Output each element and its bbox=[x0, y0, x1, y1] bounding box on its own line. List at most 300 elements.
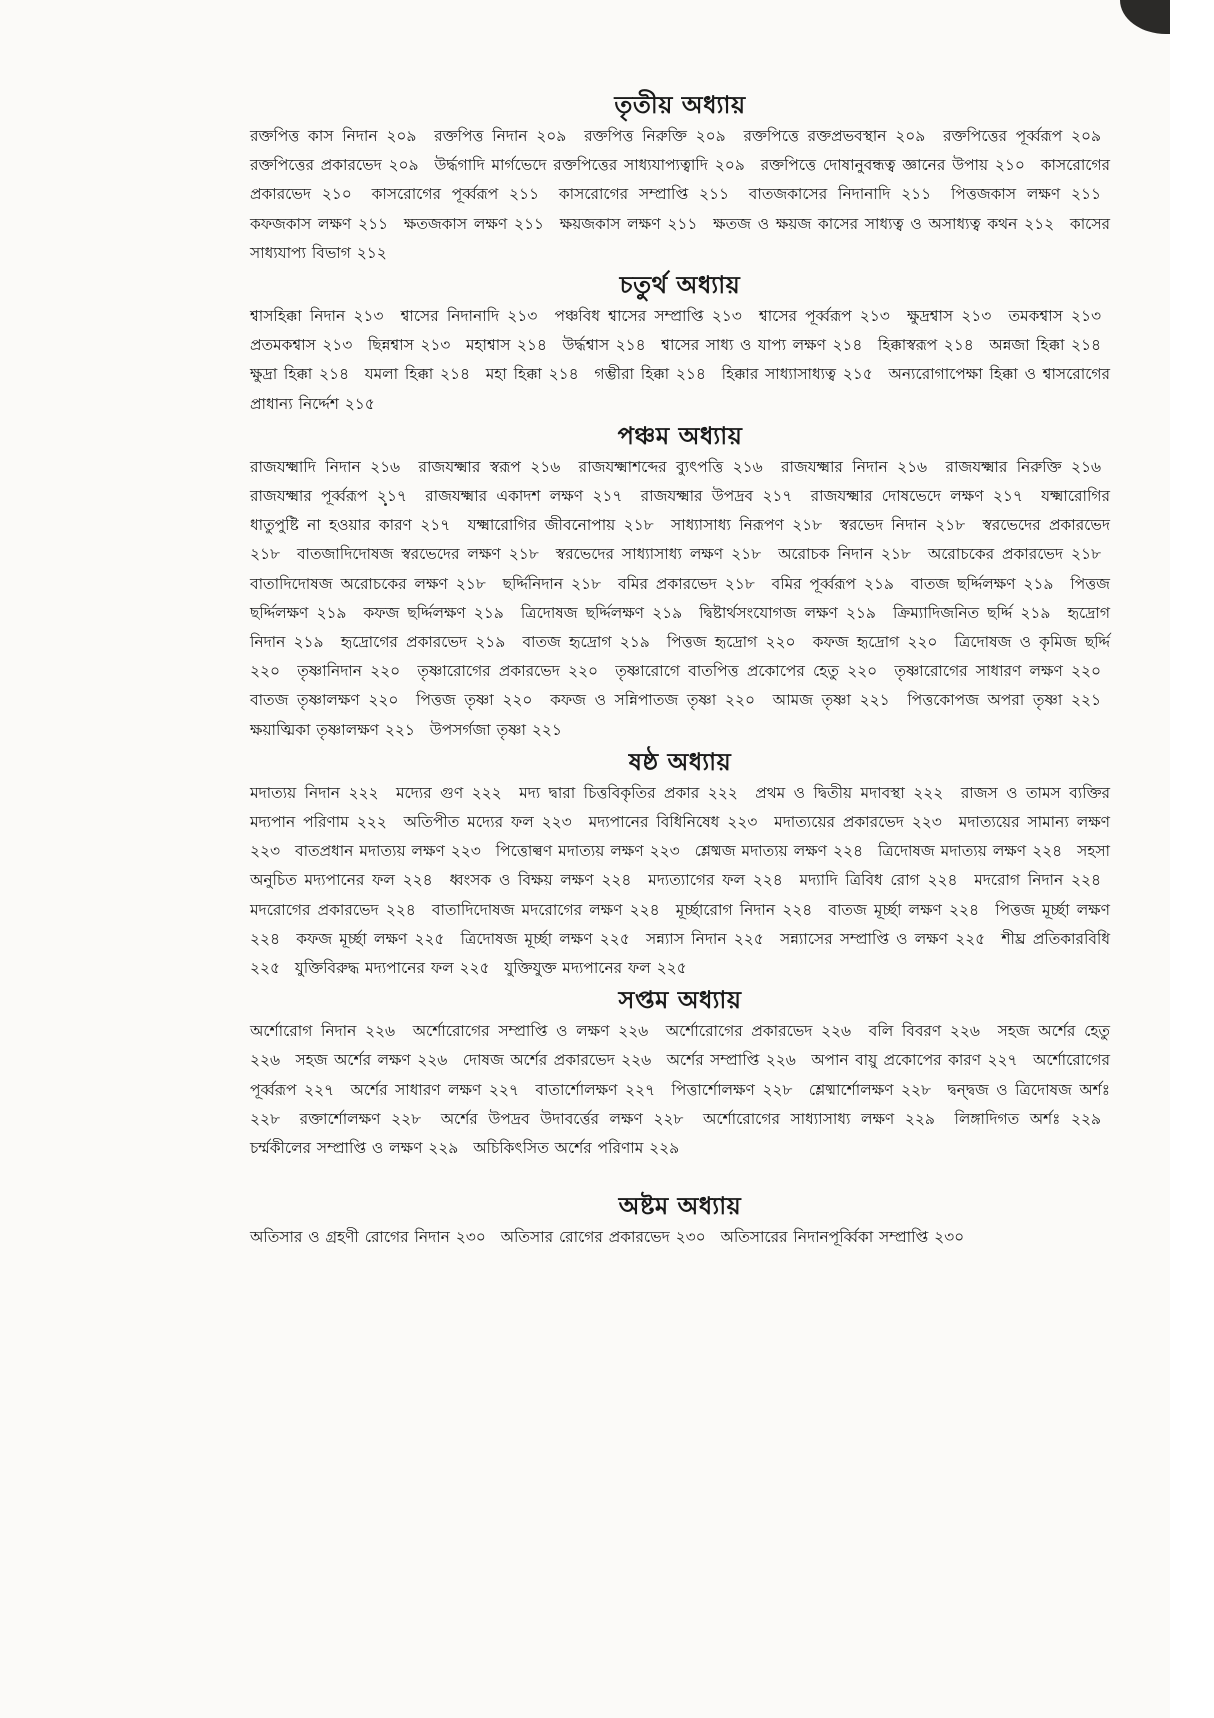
toc-entry bbox=[434, 127, 575, 145]
toc-entry bbox=[473, 1139, 688, 1157]
entry-title: ত্রিদোষজ ছর্দ্দিলক্ষণ bbox=[520, 603, 653, 622]
entry-title: শ্বাসের নিদানাদি bbox=[400, 307, 508, 326]
toc-entry bbox=[811, 487, 1032, 505]
toc-entry bbox=[468, 516, 663, 534]
toc-entry bbox=[721, 1228, 974, 1246]
entry-page-number: ২২০ bbox=[907, 633, 938, 652]
chapter-6 bbox=[250, 745, 1110, 983]
toc-entry bbox=[250, 721, 424, 739]
entry-title: বমির প্রকারভেদ bbox=[617, 574, 725, 593]
toc-entry bbox=[368, 336, 459, 354]
entry-title: তৃষ্ণানিদান bbox=[297, 662, 371, 681]
entry-page-number: ২১৮ bbox=[935, 516, 966, 535]
entry-page-number: ২৩০ bbox=[455, 1228, 486, 1247]
toc-entry bbox=[250, 215, 397, 233]
entry-title: ধ্বংসক ও বিক্ষয় লক্ষণ bbox=[449, 871, 602, 890]
entry-page-number: ২২১ bbox=[531, 720, 562, 739]
toc-entry bbox=[417, 662, 607, 680]
entry-page-number: ২১৩ bbox=[961, 307, 992, 326]
entry-title: শ্লেষ্মার্শোলক্ষণ bbox=[808, 1080, 901, 1099]
entry-title: ক্রিম্যাদিজনিত ছর্দ্দি bbox=[892, 603, 1021, 622]
entry-title: মদাত্যয়ের সামান্য লক্ষণ bbox=[958, 813, 1110, 832]
toc-entry bbox=[250, 1022, 404, 1040]
toc-entry bbox=[584, 127, 735, 145]
entry-page-number: ২২৩ bbox=[911, 813, 942, 832]
entry-title: উর্দ্ধশ্বাস bbox=[562, 336, 616, 355]
toc-entry bbox=[839, 516, 974, 534]
toc-entry bbox=[560, 215, 707, 233]
entry-title: বাতজাদিদোষজ স্বরভেদের লক্ষণ bbox=[296, 545, 509, 564]
entry-title: তৃষ্ণারোগে বাতপিত্ত প্রকোপের হেতু bbox=[615, 662, 848, 681]
entry-title: বাতপ্রধান মদাত্যয় লক্ষণ bbox=[295, 842, 451, 861]
toc-entry bbox=[250, 307, 392, 325]
entry-title: কাসরোগের পূর্ব্বরূপ bbox=[371, 185, 510, 204]
entry-title: তৃষ্ণারোগের সাধারণ লক্ষণ bbox=[894, 662, 1071, 681]
entry-page-number: ২১৬ bbox=[1070, 457, 1101, 476]
toc-entry bbox=[974, 871, 1110, 889]
entry-page-number: ২১৬ bbox=[732, 457, 763, 476]
entry-title: ক্ষয়জকাস লক্ষণ bbox=[559, 214, 668, 233]
entry-page-number: ২১৪ bbox=[319, 365, 349, 384]
entry-page-number: ২২৬ bbox=[621, 1051, 652, 1070]
toc-entry bbox=[372, 185, 548, 203]
toc-entry bbox=[676, 901, 821, 919]
entry-title: গম্ভীরা হিক্কা bbox=[594, 365, 676, 384]
entry-page-number: ২১৯ bbox=[1020, 603, 1051, 622]
entry-page-number: ২২০ bbox=[368, 691, 399, 710]
entry-page-number: ২০৯ bbox=[388, 156, 419, 175]
chapter-7 bbox=[250, 983, 1110, 1163]
toc-entry bbox=[250, 1139, 467, 1157]
entry-title: প্রতমকশ্বাস bbox=[250, 336, 323, 355]
chapter-entries bbox=[250, 1017, 1110, 1163]
entry-title: রাজস ও তামস ব্যক্তির মদ্যপান পরিণাম bbox=[250, 783, 1110, 832]
entry-page-number: ২০৯ bbox=[695, 127, 726, 145]
entry-page-number: ২২৫ bbox=[955, 929, 986, 948]
entry-page-number: ২২৯ bbox=[649, 1139, 680, 1158]
toc-entry bbox=[928, 545, 1110, 563]
entry-title: হৃদ্রোগ নিদান bbox=[250, 603, 1110, 652]
entry-page-number: ২০৯ bbox=[895, 127, 926, 145]
entry-page-number: ২১০ bbox=[321, 185, 352, 204]
entry-page-number: ২২৪ bbox=[752, 871, 783, 890]
toc-entry bbox=[496, 842, 689, 860]
entry-title: স্বরভেদের সাধ্যাসাধ্য লক্ষণ bbox=[555, 545, 732, 564]
entry-title: কাসরোগের সম্প্রাপ্তি bbox=[558, 185, 699, 204]
entry-page-number: ২১১ bbox=[667, 214, 698, 233]
entry-title: স্বরভেদের প্রকারভেদ bbox=[982, 516, 1110, 535]
entry-page-number: ২১৭ bbox=[762, 487, 793, 506]
table-of-contents bbox=[250, 88, 1110, 1253]
entry-title: প্রথম ও দ্বিতীয় মদাবস্থা bbox=[755, 783, 914, 802]
entry-title: ক্ষয়াত্মিকা তৃষ্ণালক্ষণ bbox=[250, 720, 385, 739]
entry-page-number: ২১৯ bbox=[619, 633, 650, 652]
toc-entry bbox=[432, 901, 669, 919]
entry-page-number: ২২৪ bbox=[250, 929, 281, 948]
entry-title: রাজযক্ষ্মার দোষভেদে লক্ষণ bbox=[810, 487, 993, 506]
entry-title: মূর্চ্ছারোগ নিদান bbox=[675, 900, 783, 919]
toc-entry bbox=[579, 458, 772, 476]
entry-title: মদ্যপানের বিধিনিষেধ bbox=[588, 813, 728, 832]
entry-page-number: ২২৫ bbox=[459, 959, 490, 978]
entry-title: ত্রিদোষজ মদাত্যয় লক্ষণ bbox=[877, 842, 1033, 861]
toc-entry bbox=[773, 691, 899, 709]
toc-entry bbox=[535, 1081, 664, 1099]
entry-title: ত্রিদোষজ মূর্চ্ছা লক্ষণ bbox=[460, 929, 600, 948]
entry-page-number: ২১৪ bbox=[615, 336, 646, 355]
entry-page-number: ২২৭ bbox=[987, 1051, 1018, 1070]
entry-page-number: ২১১ bbox=[901, 185, 932, 204]
toc-entry bbox=[755, 784, 952, 802]
toc-entry bbox=[401, 307, 547, 325]
chapter-entries bbox=[250, 1223, 1110, 1252]
entry-title: উর্দ্ধগাদি মার্গভেদে রক্তপিত্তের সাধ্যযাপ্যত্বাদি bbox=[434, 156, 715, 175]
entry-title: যক্ষ্মারোগির জীবনোপায় bbox=[467, 516, 624, 535]
entry-page-number: ২১৯ bbox=[473, 603, 504, 622]
entry-page-number: ২১৪ bbox=[516, 336, 547, 355]
entry-page-number: ২১৩ bbox=[859, 307, 890, 326]
entry-title: রক্তপিত্ত নিদান bbox=[434, 127, 537, 145]
toc-entry bbox=[250, 365, 358, 383]
entry-page-number: ২১১ bbox=[513, 214, 544, 233]
entry-page-number: ২১৯ bbox=[293, 633, 324, 652]
toc-entry bbox=[404, 215, 553, 233]
entry-page-number: ২২৭ bbox=[303, 1080, 334, 1099]
toc-entry bbox=[416, 691, 541, 709]
entry-title: স্বরভেদ নিদান bbox=[839, 516, 936, 535]
toc-entry bbox=[648, 871, 792, 889]
entry-page-number: ২২৩ bbox=[541, 813, 572, 832]
toc-entry bbox=[878, 336, 983, 354]
entry-title: মদরোগের প্রকারভেদ bbox=[250, 900, 386, 919]
entry-page-number: ২১৯ bbox=[316, 603, 347, 622]
entry-page-number: ২২৫ bbox=[414, 929, 445, 948]
entry-page-number: ২১৭ bbox=[376, 487, 407, 506]
entry-page-number: ২৩০ bbox=[934, 1228, 965, 1247]
toc-entry bbox=[562, 336, 654, 354]
entry-title: অর্শের সাধারণ লক্ষণ bbox=[350, 1080, 489, 1099]
entry-page-number: ২২৮ bbox=[901, 1080, 932, 1099]
entry-page-number: ২১৯ bbox=[863, 574, 894, 593]
toc-entry bbox=[250, 487, 416, 505]
entry-title: ছিন্নশ্বাস bbox=[367, 336, 421, 355]
toc-entry bbox=[295, 842, 490, 860]
toc-entry bbox=[296, 930, 453, 948]
entry-title: অর্শের উপদ্রব উদাবর্ত্তের লক্ষণ bbox=[440, 1109, 654, 1128]
toc-entry bbox=[713, 215, 1063, 233]
entry-page-number: ২১৩ bbox=[353, 307, 384, 326]
chapter-title: অষ্টম অধ্যায় bbox=[618, 1192, 742, 1221]
entry-page-number: ২১৪ bbox=[1070, 336, 1101, 355]
entry-title: রক্তপিত্ত কাস নিদান bbox=[250, 127, 387, 145]
page-corner-shadow bbox=[1120, 0, 1170, 34]
entry-page-number: ২২৮ bbox=[653, 1109, 684, 1128]
entry-title: কাসরোগের প্রকারভেদ bbox=[250, 156, 1111, 204]
entry-title: বমির পূর্ব্বরূপ bbox=[771, 574, 864, 593]
entry-page-number: ২২১ bbox=[384, 720, 415, 739]
entry-page-number: ২২৮ bbox=[250, 1109, 281, 1128]
entry-page-number: ২২২ bbox=[707, 783, 738, 802]
entry-title: বাতজ ছর্দ্দিলক্ষণ bbox=[910, 574, 1024, 593]
toc-entry bbox=[297, 545, 548, 563]
chapter-title: চতুর্থ অধ্যায় bbox=[619, 271, 741, 300]
entry-title: হিক্কার সাধ্যাসাধ্যত্ব bbox=[721, 365, 843, 384]
entry-page-number: ২২০ bbox=[250, 662, 281, 681]
entry-page-number: ২২৫ bbox=[733, 929, 764, 948]
entry-title: সাধ্যাসাধ্য নিরূপণ bbox=[670, 516, 793, 535]
entry-title: মদ্যের গুণ bbox=[395, 783, 472, 802]
entry-page-number: ২২০ bbox=[847, 662, 878, 681]
entry-title: রাজযক্ষ্মার নিদান bbox=[781, 457, 898, 476]
toc-entry bbox=[463, 1051, 660, 1069]
entry-title: কফজ হৃদ্রোগ bbox=[812, 633, 908, 652]
entry-title: অন্নজা হিক্কা bbox=[989, 336, 1071, 355]
entry-title: দ্বন্দ্বজ ও ত্রিদোষজ অর্শঃ bbox=[947, 1080, 1110, 1099]
entry-title: বাতজ তৃষ্ণালক্ষণ bbox=[250, 691, 369, 710]
toc-entry bbox=[250, 127, 425, 145]
toc-entry bbox=[878, 842, 1071, 860]
entry-title: শ্বাসের সাধ্য ও যাপ্য লক্ষণ bbox=[661, 336, 833, 355]
toc-entry bbox=[869, 1022, 989, 1040]
toc-entry bbox=[250, 336, 361, 354]
entry-page-number: ২১৯ bbox=[652, 603, 683, 622]
entry-page-number: ২১৮ bbox=[880, 545, 911, 564]
entry-title: রাজযক্ষ্মার পূর্ব্বরূপ bbox=[250, 487, 377, 506]
entry-page-number: ২০৯ bbox=[1070, 127, 1101, 145]
entry-page-number: ২২৪ bbox=[601, 871, 632, 890]
toc-entry bbox=[522, 633, 658, 651]
entry-page-number: ২২০ bbox=[765, 633, 796, 652]
toc-entry bbox=[555, 307, 751, 325]
entry-page-number: ২১৮ bbox=[792, 516, 823, 535]
entry-page-number: ২২৬ bbox=[417, 1051, 448, 1070]
toc-entry bbox=[907, 307, 1000, 325]
entry-title: রাজযক্ষ্মার একাদশ লক্ষণ bbox=[425, 487, 593, 506]
entry-title: হিক্কাস্বরূপ bbox=[877, 336, 944, 355]
entry-page-number: ২২৪ bbox=[1070, 871, 1101, 890]
entry-page-number: ২১৩ bbox=[507, 307, 538, 326]
entry-title: সহজ অর্শের হেতু bbox=[997, 1022, 1110, 1041]
entry-page-number: ২২৪ bbox=[629, 900, 660, 919]
entry-page-number: ২২২ bbox=[348, 783, 379, 802]
entry-title: যুক্তিযুক্ত মদ্যপানের ফল bbox=[504, 959, 657, 978]
toc-entry bbox=[300, 1110, 430, 1128]
toc-entry bbox=[413, 1022, 657, 1040]
toc-entry bbox=[503, 575, 610, 593]
entry-title: রাজযক্ষ্মার নিরুক্তি bbox=[945, 457, 1071, 476]
entry-title: অর্শোরোগের প্রকারভেদ bbox=[665, 1022, 822, 1041]
entry-title: অপান বায়ু প্রকোপের কারণ bbox=[811, 1051, 988, 1070]
entry-page-number: ২৩০ bbox=[675, 1228, 706, 1247]
toc-entry bbox=[667, 633, 805, 651]
chapter-8 bbox=[250, 1189, 1110, 1252]
entry-title: রক্তপিত্তে দোষানুবন্ধত্ব জ্ঞানের উপায় bbox=[760, 156, 995, 175]
toc-entry bbox=[504, 959, 695, 977]
entry-title: অর্শোরোগ নিদান bbox=[250, 1022, 365, 1041]
entry-page-number: ২০৯ bbox=[536, 127, 567, 145]
toc-entry bbox=[519, 784, 747, 802]
entry-title: বাতজকাসের নিদানাদি bbox=[748, 185, 902, 204]
toc-entry bbox=[250, 458, 409, 476]
entry-page-number: ২১৭ bbox=[992, 487, 1023, 506]
toc-entry bbox=[250, 1228, 495, 1246]
entry-title: যুক্তিবিরুদ্ধ মদ্যপানের ফল bbox=[294, 959, 460, 978]
toc-entry bbox=[461, 930, 639, 948]
entry-title: আমজ তৃষ্ণা bbox=[772, 691, 860, 710]
toc-entry bbox=[250, 901, 425, 919]
entry-page-number: ২২৯ bbox=[428, 1139, 459, 1158]
entry-title: হৃদ্রোগের প্রকারভেদ bbox=[340, 633, 476, 652]
toc-entry bbox=[404, 813, 581, 831]
entry-title: সহসা অনুচিত মদ্যপানের ফল bbox=[250, 842, 1110, 890]
entry-title: অরোচক নিদান bbox=[778, 545, 881, 564]
toc-entry bbox=[699, 604, 885, 622]
entry-page-number: ২১৮ bbox=[724, 574, 755, 593]
toc-entry bbox=[954, 1110, 1110, 1128]
entry-title: রক্তার্শোলক্ষণ bbox=[299, 1109, 392, 1128]
entry-title: সন্ন্যাসের সম্প্রাপ্তি ও লক্ষণ bbox=[779, 929, 956, 948]
entry-title: পিত্তকোপজ অপরা তৃষ্ণা bbox=[907, 691, 1071, 710]
toc-entry bbox=[703, 1110, 944, 1128]
toc-entry bbox=[486, 365, 588, 383]
entry-title: কফজকাস লক্ষণ bbox=[250, 214, 359, 233]
toc-entry bbox=[813, 633, 947, 651]
entry-page-number: ২১২ bbox=[356, 243, 387, 262]
entry-page-number: ২২৪ bbox=[1032, 842, 1063, 861]
entry-title: অতিসার ও গ্রহণী রোগের নিদান bbox=[250, 1228, 456, 1247]
entry-title: লিঙ্গাদিগত অর্শঃ bbox=[954, 1109, 1071, 1128]
entry-page-number: ২১৩ bbox=[420, 336, 451, 355]
entry-title: পিত্তোল্বণ মদাত্যয় লক্ষণ bbox=[495, 842, 650, 861]
toc-entry bbox=[430, 721, 571, 739]
entry-page-number: ২২৩ bbox=[727, 813, 758, 832]
entry-page-number: ২২৩ bbox=[649, 842, 680, 861]
toc-entry bbox=[521, 604, 691, 622]
entry-page-number: ২২০ bbox=[502, 691, 533, 710]
toc-entry bbox=[449, 871, 640, 889]
toc-entry bbox=[894, 662, 1110, 680]
toc-entry bbox=[943, 127, 1110, 145]
entry-title: দ্বিষ্টার্থসংযোগজ লক্ষণ bbox=[699, 603, 846, 622]
entry-page-number: ২১৬ bbox=[370, 457, 401, 476]
entry-title: পিত্তজ মূর্চ্ছা লক্ষণ bbox=[995, 900, 1110, 919]
toc-entry bbox=[250, 691, 407, 709]
toc-entry bbox=[946, 458, 1110, 476]
entry-page-number: ২১৮ bbox=[571, 574, 601, 593]
entry-page-number: ২১৮ bbox=[623, 516, 654, 535]
entry-title: সহজ অর্শের লক্ষণ bbox=[295, 1051, 418, 1070]
toc-entry bbox=[749, 185, 940, 203]
entry-title: পিত্তজকাস লক্ষণ bbox=[951, 185, 1071, 204]
entry-title: বাতজ মূর্চ্ছা লক্ষণ bbox=[828, 900, 950, 919]
toc-entry bbox=[743, 127, 934, 145]
entry-page-number: ২২৪ bbox=[385, 900, 416, 919]
entry-title: পিত্তজ ছর্দ্দিলক্ষণ bbox=[250, 574, 1110, 622]
toc-entry bbox=[364, 604, 513, 622]
entry-page-number: ২১১ bbox=[1070, 185, 1101, 204]
toc-entry bbox=[778, 545, 920, 563]
entry-title: শীঘ্র প্রতিকারবিধি bbox=[1001, 929, 1110, 948]
entry-title: অতিপীত মদ্যের ফল bbox=[403, 813, 542, 832]
entry-title: উপসর্গজা তৃষ্ণা bbox=[429, 720, 532, 739]
toc-entry bbox=[667, 1051, 805, 1069]
entry-title: মদ্য দ্বারা চিত্তবিকৃতির প্রকার bbox=[519, 783, 708, 802]
entry-page-number: ২১৮ bbox=[508, 545, 539, 564]
entry-page-number: ২২১ bbox=[1070, 691, 1101, 710]
toc-entry bbox=[419, 458, 570, 476]
entry-page-number: ২২৭ bbox=[624, 1080, 655, 1099]
entry-page-number: ২১৯ bbox=[1023, 574, 1054, 593]
toc-entry bbox=[550, 691, 764, 709]
entry-page-number: ২১৯ bbox=[845, 603, 876, 622]
entry-title: অর্শোরোগের সাধ্যাসাধ্য লক্ষণ bbox=[702, 1109, 905, 1128]
toc-entry bbox=[297, 662, 409, 680]
toc-entry bbox=[828, 901, 988, 919]
entry-title: ক্ষুদ্রা হিক্কা bbox=[250, 365, 319, 384]
entry-page-number: ২১৮ bbox=[455, 574, 486, 593]
entry-title: অতিসারের নিদানপূর্ব্বিকা সম্প্রাপ্তি bbox=[720, 1228, 935, 1247]
entry-page-number: ২১৬ bbox=[897, 457, 928, 476]
entry-page-number: ২১৩ bbox=[711, 307, 742, 326]
entry-title: মদাত্যয় নিদান bbox=[250, 783, 349, 802]
entry-page-number: ২১৮ bbox=[731, 545, 762, 564]
entry-title: শ্বাসের পূর্ব্বরূপ bbox=[758, 307, 860, 326]
entry-page-number: ২২৯ bbox=[904, 1109, 935, 1128]
entry-title: ছর্দ্দিনিদান bbox=[502, 574, 572, 593]
toc-entry bbox=[396, 784, 511, 802]
entry-page-number: ২১৮ bbox=[250, 545, 280, 564]
toc-entry bbox=[661, 336, 871, 354]
entry-title: রক্তপিত্তের পূর্ব্বরূপ bbox=[943, 127, 1071, 145]
entry-title: তমকশ্বাস bbox=[1008, 307, 1071, 326]
toc-entry bbox=[951, 185, 1110, 203]
entry-page-number: ২২৯ bbox=[1070, 1109, 1101, 1128]
toc-entry bbox=[250, 575, 495, 593]
entry-page-number: ২১২ bbox=[1024, 214, 1055, 233]
entry-page-number: ২১০ bbox=[994, 156, 1025, 175]
toc-entry bbox=[559, 185, 738, 203]
entry-page-number: ২২১ bbox=[859, 691, 890, 710]
toc-entry bbox=[911, 575, 1063, 593]
entry-page-number: ২১৯ bbox=[475, 633, 506, 652]
entry-title: মদরোগ নিদান bbox=[974, 871, 1071, 890]
entry-page-number: ২২২ bbox=[471, 783, 502, 802]
entry-title: বাতজ হৃদ্রোগ bbox=[522, 633, 620, 652]
entry-page-number: ২১৩ bbox=[322, 336, 353, 355]
entry-title: সন্ন্যাস নিদান bbox=[645, 929, 734, 948]
entry-title: চর্ম্মকীলের সম্প্রাপ্তি ও লক্ষণ bbox=[250, 1139, 429, 1158]
entry-title: শ্লেষ্মজ মদাত্যয় লক্ষণ bbox=[694, 842, 833, 861]
entry-title: কফজ ও সন্নিপাতজ তৃষ্ণা bbox=[550, 691, 725, 710]
chapter-entries bbox=[250, 779, 1110, 983]
entry-title: রক্তপিত্তে রক্তপ্রভবস্থান bbox=[743, 127, 896, 145]
entry-title: পঞ্চবিধ শ্বাসের সম্প্রাপ্তি bbox=[554, 307, 712, 326]
entry-page-number: ২১১ bbox=[358, 214, 389, 233]
entry-page-number: ২১৫ bbox=[842, 365, 873, 384]
toc-entry bbox=[466, 336, 556, 354]
toc-entry bbox=[646, 930, 773, 948]
entry-page-number: ২১১ bbox=[509, 185, 540, 204]
toc-entry bbox=[671, 516, 831, 534]
toc-entry bbox=[351, 1081, 528, 1099]
toc-entry bbox=[594, 365, 714, 383]
chapter-5 bbox=[250, 419, 1110, 745]
entry-page-number: ২২৩ bbox=[450, 842, 481, 861]
toc-entry bbox=[722, 365, 882, 383]
toc-entry bbox=[989, 336, 1110, 354]
toc-entry bbox=[781, 458, 936, 476]
entry-title: ত্রিদোষজ ও কৃমিজ ছর্দ্দি bbox=[954, 633, 1110, 652]
